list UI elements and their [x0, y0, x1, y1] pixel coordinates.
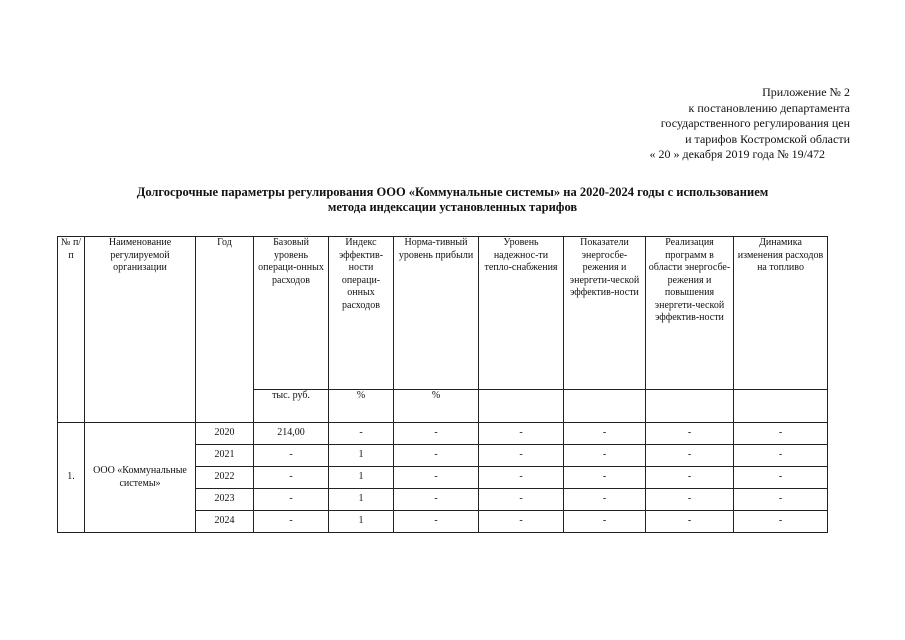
appendix-resolution-line: к постановлению департамента	[688, 100, 850, 115]
document-title	[30, 185, 875, 215]
unit-reliability	[479, 390, 564, 423]
header-reliability: Уровень надежнос-ти тепло-снабжения	[479, 237, 564, 390]
cell-profit-level: -	[394, 423, 479, 445]
cell-energy-programs: -	[646, 467, 734, 489]
cell-reliability: -	[479, 467, 564, 489]
cell-profit-level: -	[394, 445, 479, 467]
cell-base-level: -	[254, 467, 329, 489]
unit-energy-indicators	[564, 390, 646, 423]
entry-num: 1.	[58, 423, 85, 533]
cell-base-level: -	[254, 445, 329, 467]
header-fuel-dynamics: Динамика изменения расходов на топливо	[734, 237, 828, 390]
header-efficiency-index: Индекс эффектив-ности операци-онных расходов	[329, 237, 394, 390]
cell-reliability: -	[479, 511, 564, 533]
document-title-line2: метода индексации установленных тарифов	[327, 200, 578, 214]
header-base-level: Базовый уровень операци-онных расходов	[254, 237, 329, 390]
entry-organization: ООО «Коммунальные системы»	[85, 423, 196, 533]
cell-fuel-dynamics: -	[734, 445, 828, 467]
cell-base-level: -	[254, 489, 329, 511]
cell-energy-indicators: -	[564, 445, 646, 467]
cell-efficiency-index: 1	[329, 445, 394, 467]
unit-base-level: тыс. руб.	[254, 390, 329, 423]
header-profit-level: Норма-тивный уровень прибыли	[394, 237, 479, 390]
header-organization: Наименование регулируемой организации	[85, 237, 196, 423]
appendix-date-line: « 20 » декабря 2019 года № 19/472	[649, 147, 825, 161]
cell-profit-level: -	[394, 467, 479, 489]
cell-fuel-dynamics: -	[734, 467, 828, 489]
cell-year: 2022	[196, 467, 254, 489]
parameters-table	[57, 236, 828, 533]
header-num: № п/п	[58, 237, 85, 423]
cell-year: 2020	[196, 423, 254, 445]
cell-energy-programs: -	[646, 423, 734, 445]
cell-reliability: -	[479, 423, 564, 445]
cell-efficiency-index: 1	[329, 511, 394, 533]
table-header-row	[58, 237, 828, 390]
header-energy-programs: Реализация программ в области энергосбе-режения и повышения энергети-ческой эффектив-ности	[646, 237, 734, 390]
cell-profit-level: -	[394, 489, 479, 511]
unit-efficiency-index: %	[329, 390, 394, 423]
header-year: Год	[196, 237, 254, 423]
cell-reliability: -	[479, 445, 564, 467]
cell-year: 2023	[196, 489, 254, 511]
cell-fuel-dynamics: -	[734, 511, 828, 533]
cell-base-level: -	[254, 511, 329, 533]
cell-fuel-dynamics: -	[734, 423, 828, 445]
appendix-region-line: и тарифов Костромской области	[685, 131, 850, 146]
cell-energy-indicators: -	[564, 423, 646, 445]
header-energy-indicators: Показатели энергосбе-режения и энергети-ческой эффектив-ности	[564, 237, 646, 390]
unit-fuel-dynamics	[734, 390, 828, 423]
cell-energy-indicators: -	[564, 511, 646, 533]
cell-energy-indicators: -	[564, 489, 646, 511]
unit-profit-level: %	[394, 390, 479, 423]
cell-year: 2021	[196, 445, 254, 467]
appendix-department-line: государственного регулирования цен	[660, 116, 850, 130]
table-row	[58, 423, 828, 445]
cell-efficiency-index: 1	[329, 467, 394, 489]
appendix-number: Приложение № 2	[762, 85, 850, 99]
cell-efficiency-index: -	[329, 423, 394, 445]
appendix-header	[649, 85, 850, 163]
cell-energy-programs: -	[646, 511, 734, 533]
cell-year: 2024	[196, 511, 254, 533]
cell-profit-level: -	[394, 511, 479, 533]
cell-energy-programs: -	[646, 489, 734, 511]
cell-efficiency-index: 1	[329, 489, 394, 511]
cell-reliability: -	[479, 489, 564, 511]
cell-base-level: 214,00	[254, 423, 329, 445]
unit-energy-programs	[646, 390, 734, 423]
cell-fuel-dynamics: -	[734, 489, 828, 511]
document-title-line1: Долгосрочные параметры регулирования ООО «Коммунальные системы» на 2020-2024 годы с использованием	[136, 185, 769, 199]
cell-energy-indicators: -	[564, 467, 646, 489]
cell-energy-programs: -	[646, 445, 734, 467]
